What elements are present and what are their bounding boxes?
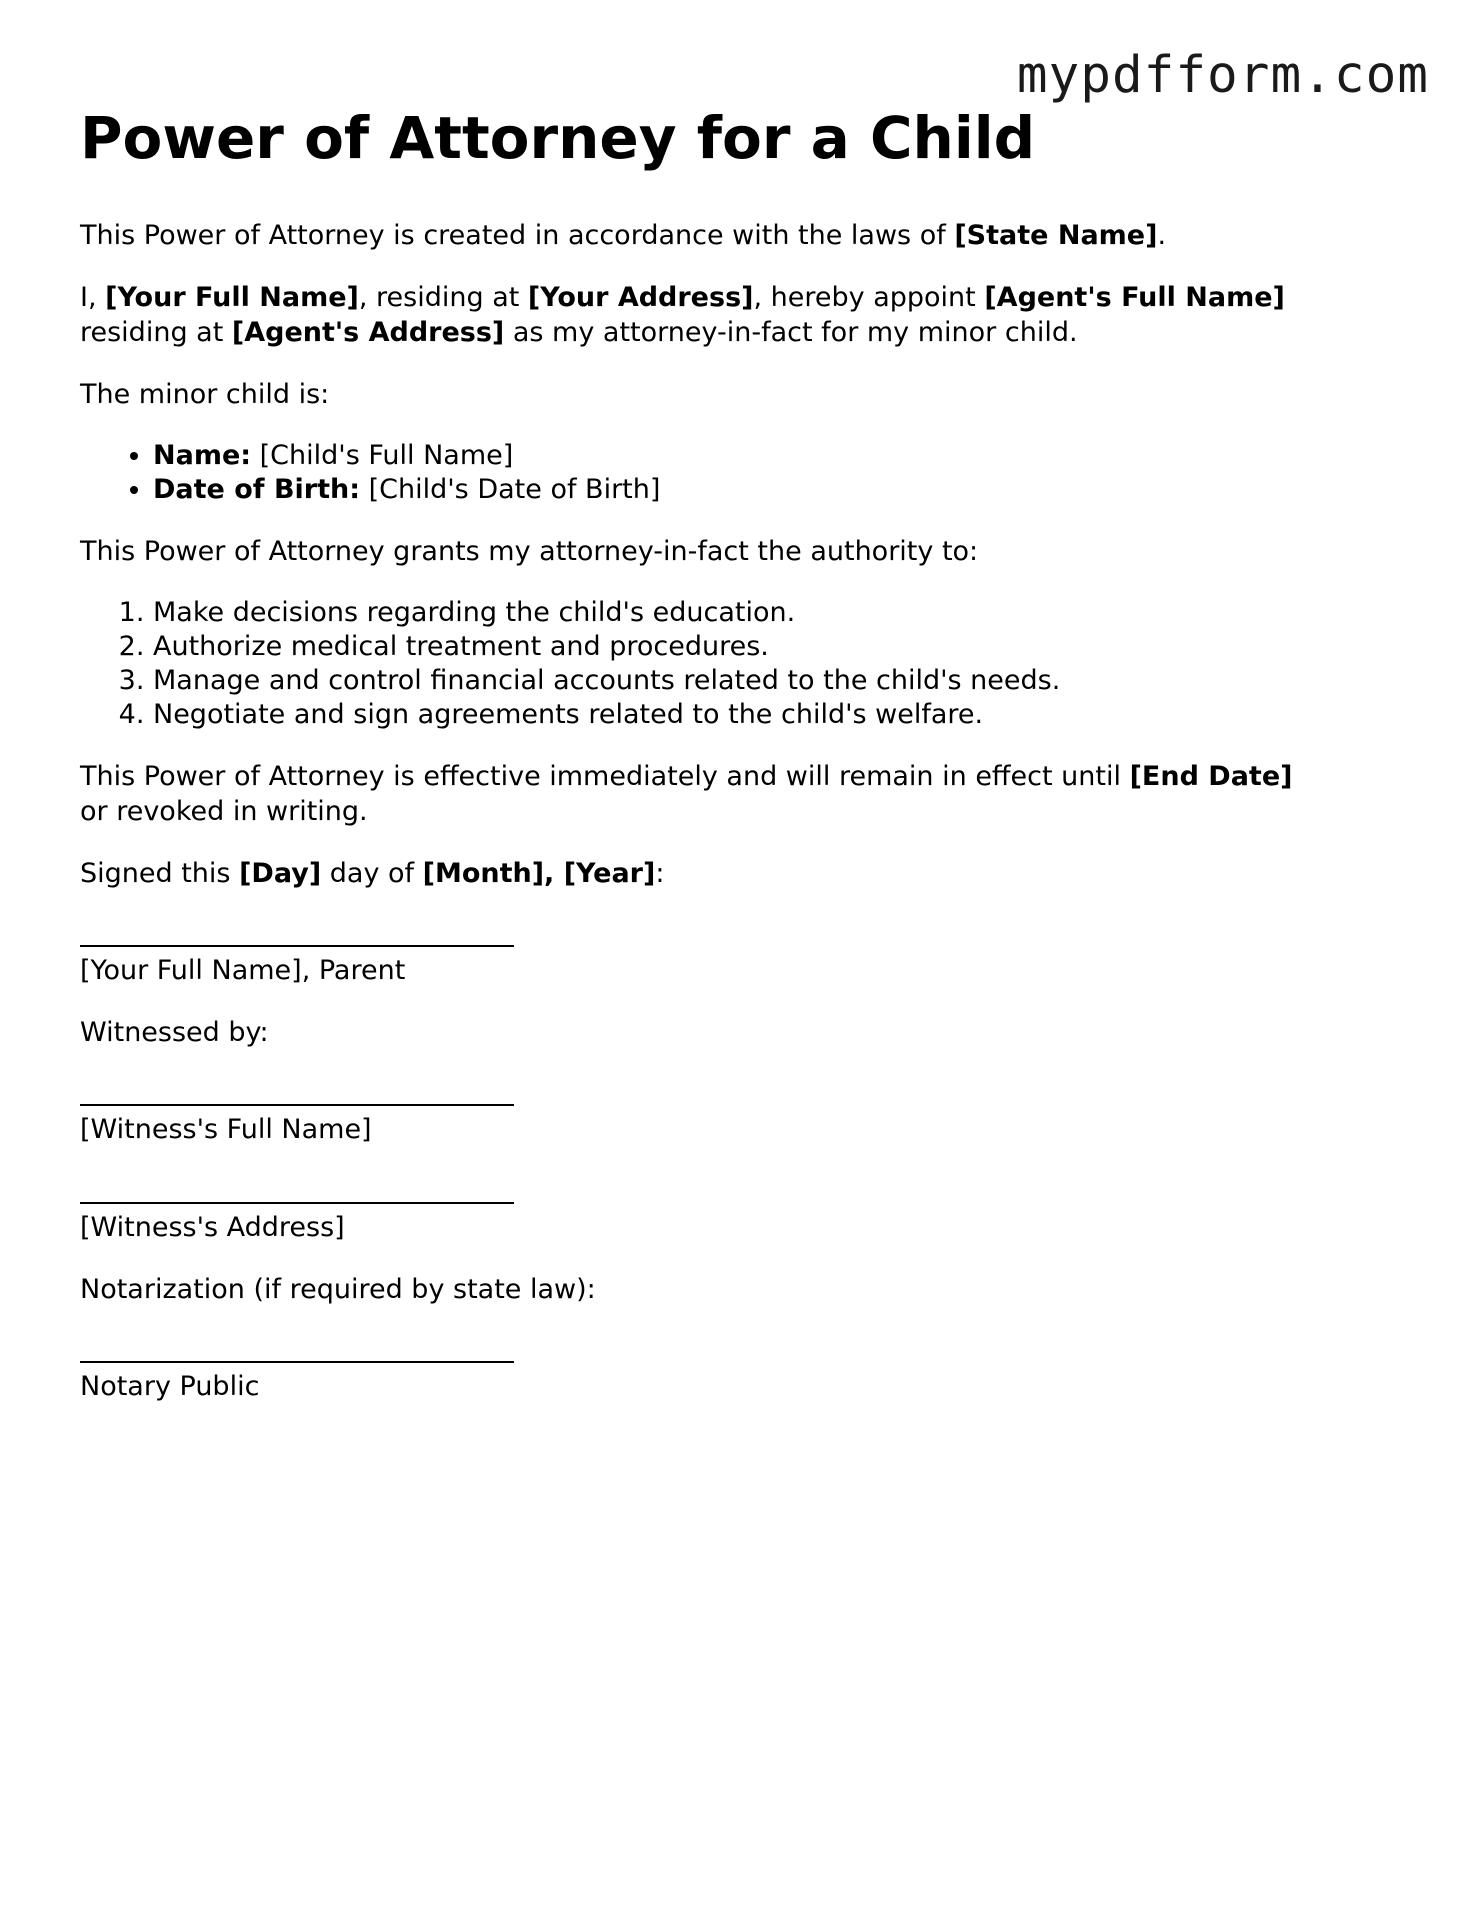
intro-paragraph: This Power of Attorney is created in accordance with the laws of [State Name]. [80,219,1167,251]
list-item: • Name: [Child's Full Name] [153,439,1410,473]
parent-signature-label: [Your Full Name], Parent [80,954,406,986]
notarization-label: Notarization (if required by state law): [80,1273,596,1305]
witness-address-line[interactable] [80,1182,514,1204]
list-item: • Date of Birth: [Child's Date of Birth] [153,473,1410,507]
list-item: 3. Manage and control financial accounts related to the child's needs. [153,664,1410,698]
notary-signature-line[interactable] [80,1341,514,1363]
month-year-field: [Month], [Year] [422,857,656,889]
list-item: 1. Make decisions regarding the child's education. [153,596,1410,630]
your-name-field: [Your Full Name] [105,281,359,313]
witness-address-label: [Witness's Address] [80,1211,345,1243]
list-item: 4. Negotiate and sign agreements related to the child's welfare. [153,698,1410,732]
agent-address-field: [Agent's Address] [231,316,505,348]
witnessed-by-label: Witnessed by: [80,1016,269,1048]
document-title: Power of Attorney for a Child [80,104,1036,172]
notary-public-label: Notary Public [80,1370,260,1402]
your-address-field: [Your Address] [527,281,754,313]
watermark: mypdfform.com [1016,46,1429,105]
state-name-field: [State Name] [954,219,1158,251]
effective-paragraph: This Power of Attorney is effective immediately and will remain in effect until [End Date] or revoked in writing. [80,760,1293,827]
day-field: [Day] [239,857,322,889]
end-date-field: [End Date] [1129,760,1293,792]
list-item: 2. Authorize medical treatment and procedures. [153,630,1410,664]
child-details-list [80,439,1410,507]
appointment-paragraph: I, [Your Full Name], residing at [Your Address], hereby appoint [Agent's Full Name] residing at [Agent's Address] as my attorney-in-fact for my minor child. [80,281,1285,348]
witness-name-label: [Witness's Full Name] [80,1113,372,1145]
grants-intro: This Power of Attorney grants my attorney-in-fact the authority to: [80,535,979,567]
agent-name-field: [Agent's Full Name] [984,281,1285,313]
powers-list [80,596,1410,732]
witness-signature-line[interactable] [80,1084,514,1106]
signed-line: Signed this [Day] day of [Month], [Year]: [80,857,665,889]
child-intro: The minor child is: [80,378,330,410]
document-body [80,104,1410,1404]
parent-signature-line[interactable] [80,925,514,947]
